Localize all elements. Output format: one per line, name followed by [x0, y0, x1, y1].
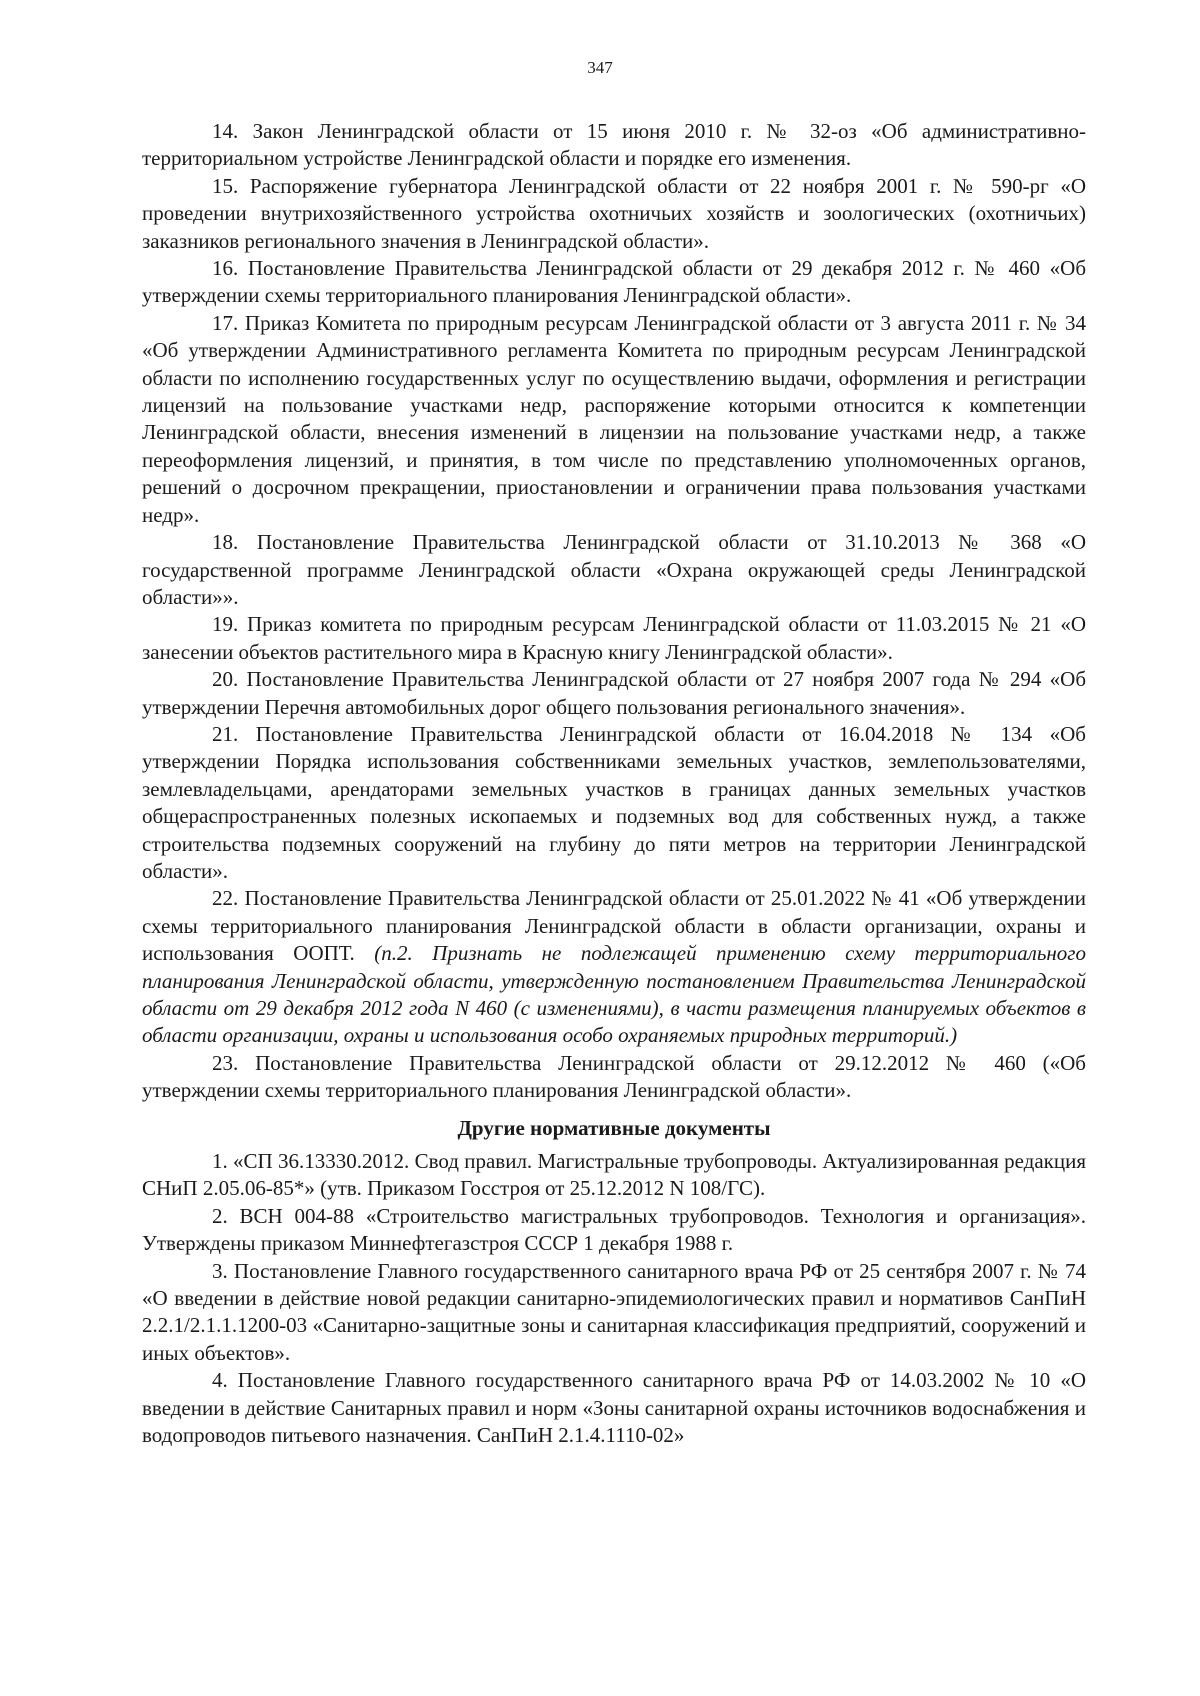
list-item: 20. Постановление Правительства Ленинградской области от 27 ноября 2007 года № 294 «Об утверждении Перечня автомобильных дорог общего пользования регионального значения».	[142, 667, 1086, 719]
list-item: 15. Распоряжение губернатора Ленинградской области от 22 ноября 2001 г. № 590-рг «О проведении внутрихозяйственного устройства охотничьих хозяйств и зоологических (охотничьих) заказников регионального значения в Ленинградской области».	[142, 173, 1086, 253]
list-item: 2. ВСН 004-88 «Строительство магистральных трубопроводов. Технология и организация». Утверждены приказом Миннефтегазстроя СССР 1 декабря 1988 г.	[142, 1203, 1086, 1256]
list-item-22-text: 22. Постановление Правительства Ленинградской области от 25.01.2022 № 41 «Об утверждении схемы территориального планирования Ленинградской области в области организации, охраны и использования ООПТ.	[142, 886, 1086, 966]
list-item: 17. Приказ Комитета по природным ресурсам Ленинградской области от 3 августа 2011 г. № 34 «Об утверждении Административного регламента Комитета по природным ресурсам Ленинградской области по исполнению государственных услуг по осуществлению выдачи, оформления и регистрации лицензий на пользование участками недр, распоряжение которыми относится к компетенции Ленинградской области, внесения изменений в лицензии на пользование участками недр, а также переоформления лицензий, и принятия, в том числе по представлению уполномоченных органов, решений о досрочном прекращении, приостановлении и ограничении права пользования участками недр».	[142, 310, 1086, 527]
document-body	[142, 118, 1086, 1450]
list-item-23: 23. Постановление Правительства Ленинградской области от 29.12.2012 № 460 («Об утверждении схемы территориального планирования Ленинградской области».	[142, 1050, 1086, 1103]
list-item: 4. Постановление Главного государственного санитарного врача РФ от 14.03.2002 № 10 «О введении в действие Санитарных правил и норм «Зоны санитарной охраны источников водоснабжения и водопроводов питьевого назначения. СанПиН 2.1.4.1110-02»	[142, 1368, 1086, 1448]
list-item: 3. Постановление Главного государственного санитарного врача РФ от 25 сентября 2007 г. № 74 «О введении в действие новой редакции санитарно-эпидемиологических правил и нормативов СанПиН 2.2.1/2.1.1.1200-03 «Санитарно-защитные зоны и санитарная классификация предприятий, сооружений и иных объектов».	[142, 1258, 1086, 1365]
list-item: 1. «СП 36.13330.2012. Свод правил. Магистральные трубопроводы. Актуализированная редакция СНиП 2.05.06-85*» (утв. Приказом Госстроя от 25.12.2012 N 108/ГС).	[142, 1149, 1086, 1201]
list-item: 19. Приказ комитета по природным ресурсам Ленинградской области от 11.03.2015 № 21 «О занесении объектов растительного мира в Красную книгу Ленинградской области».	[142, 612, 1086, 664]
list-item: 16. Постановление Правительства Ленинградской области от 29 декабря 2012 г. № 460 «Об утверждении схемы территориального планирования Ленинградской области».	[142, 256, 1086, 308]
list-item-22-note: (п.2. Признать не подлежащей применению схему территориального планирования Ленинградской области, утвержденную постановлением Правительства Ленинградской области от 29 декабря 2012 года N 460 (с изменениями), в части размещения планируемых объектов в области организации, охраны и использования особо охраняемых природных территорий.)	[142, 941, 1086, 1048]
list-item-22	[142, 885, 1086, 1049]
list-item: 21. Постановление Правительства Ленинградской области от 16.04.2018 № 134 «Об утверждении Порядка использования собственниками земельных участков, землепользователями, землевладельцами, арендаторами земельных участков в границах данных земельных участков общераспространенных полезных ископаемых и подземных вод для собственных нужд, а также строительства подземных сооружений на глубину до пяти метров на территории Ленинградской области».	[142, 721, 1086, 883]
section-heading: Другие нормативные документы	[457, 1115, 771, 1140]
list-item: 18. Постановление Правительства Ленинградской области от 31.10.2013 № 368 «О государственной программе Ленинградской области «Охрана окружающей среды Ленинградской области»».	[142, 530, 1086, 609]
list-item: 14. Закон Ленинградской области от 15 июня 2010 г. № 32-оз «Об административно-территориальном устройстве Ленинградской области и порядке его изменения.	[142, 119, 1086, 171]
page-number: 347	[587, 58, 613, 77]
